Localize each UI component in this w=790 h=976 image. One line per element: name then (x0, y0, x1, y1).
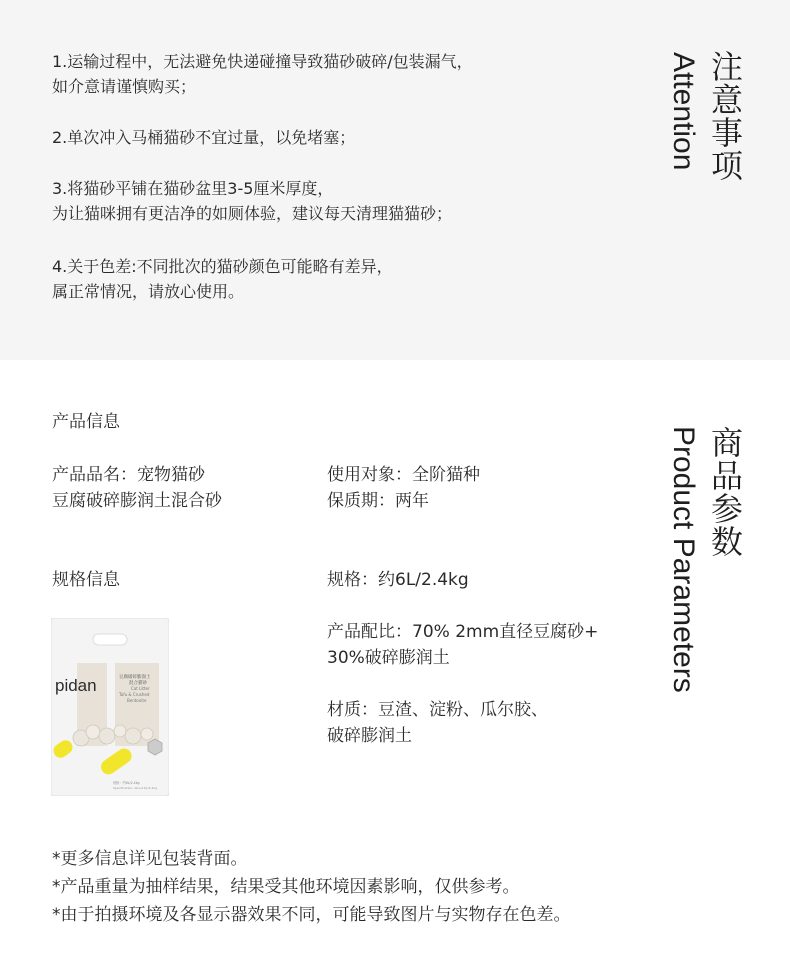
package-brand: pidan (55, 676, 97, 695)
package-footer-small-1: 规格：约6L/2.4kg (113, 781, 140, 785)
footnote-3: *由于拍摄环境及各显示器效果不同，可能导致图片与实物存在色差。 (52, 905, 571, 925)
package-label-en-2: Tofu & Crushed (119, 692, 150, 697)
spec-info-heading: 规格信息 (52, 570, 120, 590)
package-footer-small-2: Specification: About 6L/2.4kg (113, 786, 158, 790)
spec-line: 规格：约6L/2.4kg (327, 570, 469, 590)
product-package-image (51, 618, 169, 796)
notice-item-3-line-1: 3.将猫砂平铺在猫砂盆里3-5厘米厚度， (52, 179, 334, 198)
package-label-cn-1: 豆腐破碎膨润土 (119, 675, 151, 680)
parameters-title-cn: 商品参数 (706, 426, 744, 558)
notice-item-3-line-2: 为让猫咪拥有更洁净的如厕体验，建议每天清理猫猫砂； (52, 204, 453, 223)
ratio-line-2: 30%破碎膨润土 (327, 648, 450, 668)
litter-pellet-5 (125, 728, 141, 744)
notice-item-2-line-1: 2.单次冲入马桶猫砂不宜过量，以免堵塞； (52, 128, 356, 147)
notice-item-1 (52, 49, 473, 99)
footnote-1: *更多信息详见包装背面。 (52, 849, 248, 869)
notice-item-3 (52, 176, 452, 226)
attention-title-en: Attention (667, 52, 700, 171)
notice-item-4-line-1: 4.关于色差:不同批次的猫砂颜色可能略有差异， (52, 257, 393, 276)
notice-item-1-line-1: 1.运输过程中，无法避免快递碰撞导致猫砂破碎/包装漏气， (52, 52, 473, 71)
bentonite-chunk (148, 739, 162, 755)
target-user-line: 使用对象：全阶猫种 (327, 465, 480, 485)
product-info-heading: 产品信息 (52, 412, 120, 432)
attention-section (0, 0, 790, 360)
material-line-2: 破碎膨润土 (327, 726, 412, 746)
notice-item-4-line-2: 属正常情况，请放心使用。 (52, 282, 245, 301)
package-handle-hole (93, 634, 127, 645)
shelf-life-line: 保质期：两年 (327, 491, 429, 511)
material-line-1: 材质：豆渣、淀粉、瓜尔胶、 (327, 700, 548, 720)
litter-pellet-4 (114, 725, 126, 737)
product-name-line-1: 产品品名：宠物猫砂 (52, 465, 205, 485)
parameters-title-en: Product Parameters (667, 426, 700, 693)
package-label-cn-2: 混合猫砂 (129, 681, 147, 686)
notice-item-4 (52, 254, 393, 304)
ratio-line-1: 产品配比：70% 2mm直径豆腐砂+ (327, 622, 599, 642)
attention-title-cn: 注意事项 (706, 50, 744, 182)
litter-pellet-6 (141, 728, 153, 740)
product-name-line-2: 豆腐破碎膨润土混合砂 (52, 491, 222, 511)
litter-pellet-3 (99, 728, 115, 744)
notice-item-1-line-2: 如介意请谨慎购买； (52, 77, 197, 96)
notice-item-2 (52, 125, 355, 150)
package-label-en-3: Bentonite (127, 698, 147, 703)
package-label-en-1: Cat Litter (131, 686, 150, 691)
footnote-2: *产品重量为抽样结果，结果受其他环境因素影响，仅供参考。 (52, 877, 520, 897)
litter-pellet-2 (86, 725, 100, 739)
